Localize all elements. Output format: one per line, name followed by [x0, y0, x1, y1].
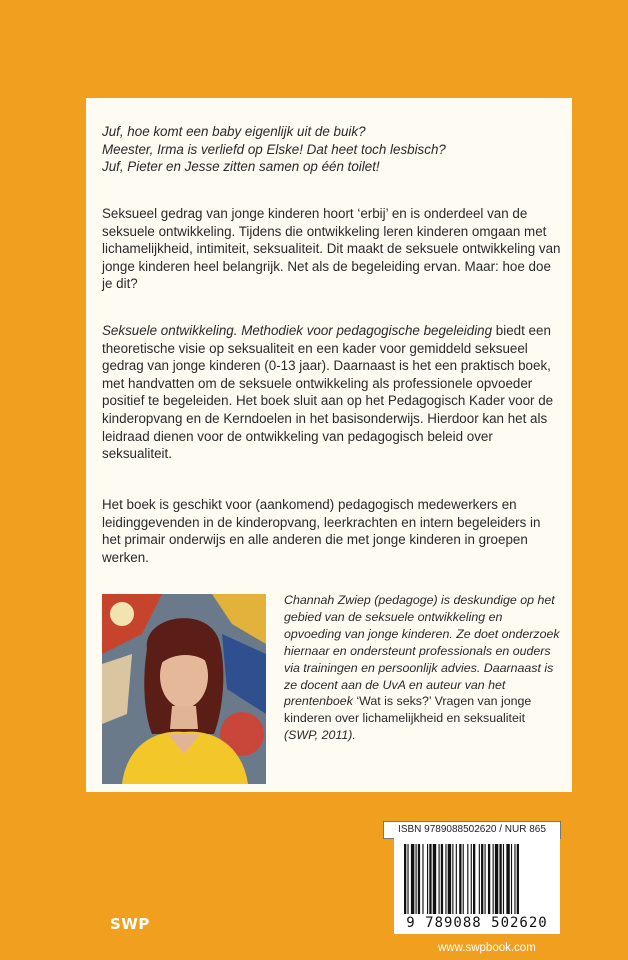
- isbn-label: ISBN 9789088502620 / NUR 865: [383, 821, 561, 839]
- barcode-bar: [485, 844, 486, 914]
- barcode-bar: [463, 844, 464, 914]
- book-title: Seksuele ontwikkeling. Methodiek voor pedagogische begeleiding: [102, 323, 493, 338]
- author-bio-plain: ‘Wat is seks?’ Vragen van jonge kinderen over lichamelijkheid en seksualiteit: [284, 694, 532, 726]
- barcode-bar: [511, 844, 512, 914]
- barcode-bar: [433, 844, 436, 914]
- barcode-bar: [452, 844, 453, 914]
- barcode-number: 9 789088 502620: [406, 915, 548, 931]
- barcode-bar: [488, 844, 490, 914]
- barcode-bar: [467, 844, 468, 914]
- barcode-bar: [506, 844, 509, 914]
- barcode-bar: [418, 844, 420, 914]
- barcode-bar: [448, 844, 451, 914]
- barcode-bar: [441, 844, 443, 914]
- barcode-bar: [439, 844, 440, 914]
- description-text: biedt een theoretische visie op seksualiteit en een kader voor gemiddeld seksueel gedrag van jonge kinderen (0-13 jaar). Daarnaast is het een praktisch boek, met handvatten om de seksuele ontwikkeling als professionele opvoeder positief te begeleiden. Het boek sluit aan op het Pedagogisch Kader voor de kinderopvang en de Kerndoelen in het basisonderwijs. Hierdoor kan het als leidraad dienen voor de ontwikkeling van pedagogisch beleid over seksualiteit.: [102, 323, 554, 462]
- barcode-bar: [445, 844, 446, 914]
- barcode-bar: [459, 844, 461, 914]
- barcode-bar: [407, 844, 408, 914]
- quote-line: Meester, Irma is verliefd op Elske! Dat heet toch lesbisch?: [102, 141, 446, 157]
- barcode-bar: [416, 844, 417, 914]
- barcode-bar: [429, 844, 431, 914]
- publisher-website: www.swpbook.com: [438, 942, 536, 954]
- barcode-bar: [499, 844, 501, 914]
- barcode-bar: [456, 844, 457, 914]
- barcode-bar: [427, 844, 428, 914]
- barcode-bar: [503, 844, 504, 914]
- barcode-bar: [481, 844, 483, 914]
- barcode-bar: [493, 844, 494, 914]
- audience-paragraph: Het boek is geschikt voor (aankomend) pedagogisch medewerkers en leidinggevenden in de kinderopvang, leerkrachten en intern begeleiders in het primair onderwijs en alle anderen die met jonge kinderen in groepen werken.: [102, 497, 541, 565]
- barcode-bar: [422, 844, 423, 914]
- intro-paragraph: Seksueel gedrag van jonge kinderen hoort ‘erbij’ en is onderdeel van de seksuele ontwikkeling. Tijdens die ontwikkeling leren kinderen omgaan met lichamelijkheid, intimiteit, seksualiteit. Dit maakt de seksuele ontwikkeling van jonge kinderen heel belangrijk. Net als de begeleiding ervan. Maar: hoe doe je dit?: [102, 206, 561, 292]
- author-bio-italic: Channah Zwiep (pedagoge) is deskundige op het gebied van de seksuele ontwikkeling en opvoeding van jonge kinderen. Ze doet onderzoek hiernaar en ondersteunt professionals en ouders via trainingen en persoonlijk advies. Daarnaast is ze docent aan de UvA en auteur van het prentenboek: [284, 593, 560, 709]
- quote-line: Juf, Pieter en Jesse zitten samen op één toilet!: [102, 159, 380, 175]
- barcode-bar: [411, 844, 414, 914]
- quote-line: Juf, hoe komt een baby eigenlijk uit de buik?: [102, 124, 366, 139]
- barcode-bar: [517, 844, 519, 914]
- quote-list: [102, 123, 562, 176]
- barcode-bar: [479, 844, 480, 914]
- barcode-bar: [471, 844, 472, 914]
- author-bio-citation: (SWP, 2011).: [284, 728, 356, 743]
- barcode: [394, 838, 560, 934]
- description-paragraph: [102, 322, 562, 463]
- barcode-bar: [404, 844, 406, 914]
- publisher-logo: SWP: [110, 915, 150, 933]
- author-photo: [102, 594, 266, 784]
- barcode-bar: [495, 844, 498, 914]
- barcode-bars: [394, 838, 560, 916]
- author-bio: [284, 592, 562, 744]
- barcode-bar: [473, 844, 475, 914]
- barcode-bar: [514, 844, 515, 914]
